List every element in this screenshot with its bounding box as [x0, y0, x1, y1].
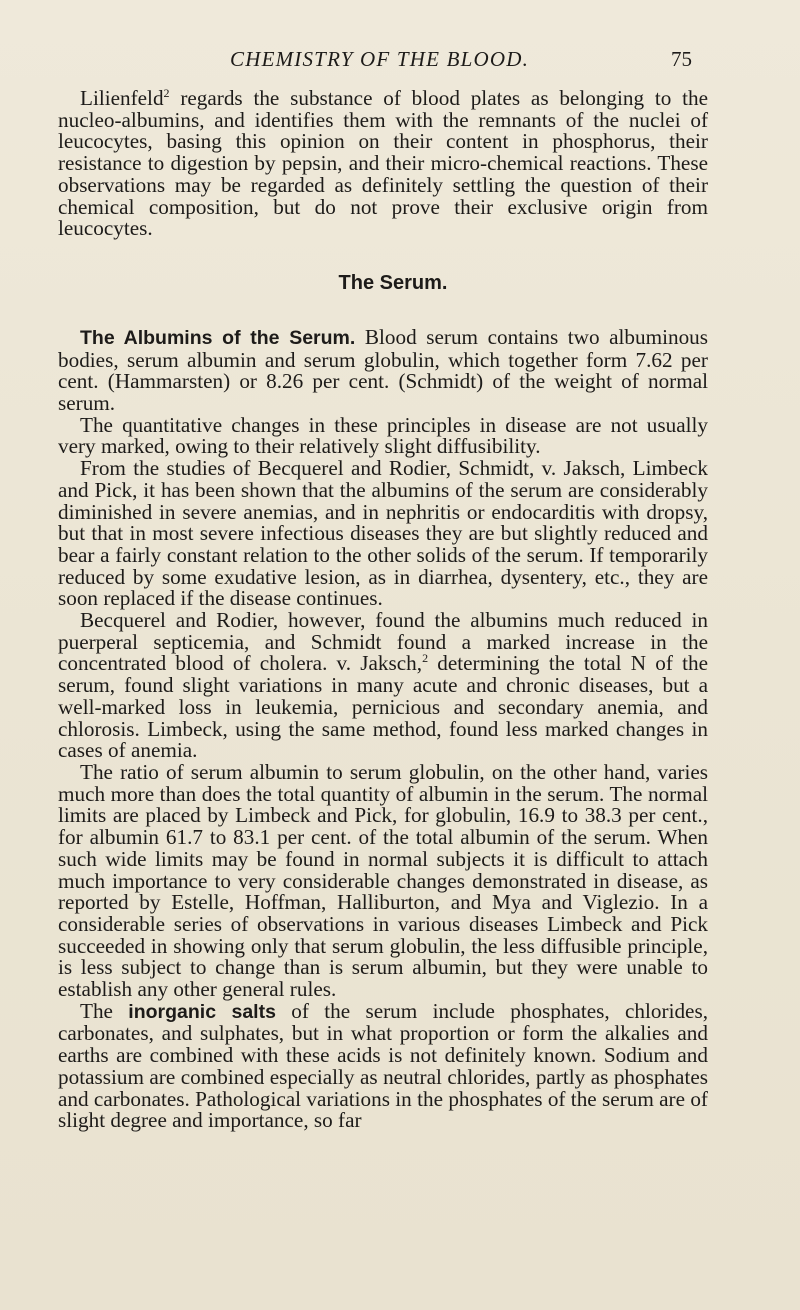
paragraph-text-continued: determining the total N of the serum, found slight variations in many acute and chronic diseases, but a well-marked loss in leukemia, pernicious and secondary anemia, and chlorosis. Limbeck, using the same method, found less marked changes in cases of anemia.: [58, 651, 708, 763]
page-number: 75: [671, 47, 692, 71]
paragraph-text: The ratio of serum albumin to serum globulin, on the other hand, varies much more than does the total quantity of albumin in the serum. The normal limits are placed by Limbeck and Pick, for globulin, 16.9 to 38.3 per cent., for albumin 61.7 to 83.1 per cent. of the total albumin of the serum. When such wide limits may be found in normal subjects it is difficult to attach much importance to very considerable changes demonstrated in disease, as reported by Estelle, Hoffman, Halliburton, and Mya and Viglezio. In a considerable series of observations in various diseases Limbeck and Pick succeeded in showing only that serum globulin, the less diffusible principle, is less subject to change than is serum albumin, but they were unable to establish any other general rules.: [58, 759, 708, 1002]
paragraph-text: The quantitative changes in these principles in disease are not usually very marked, owing to their relatively slight diffusibility.: [58, 412, 708, 459]
running-head: [0, 47, 800, 77]
paragraph-ratio: [58, 759, 708, 1002]
paragraph-text: From the studies of Becquerel and Rodier, Schmidt, v. Jaksch, Limbeck and Pick, it has been shown that the albumins of the serum are considerably diminished in severe anemias, and in nephritis or endocarditis with dropsy, but that in most severe infectious diseases they are but slightly reduced and bear a fairly constant relation to the other solids of the serum. If temporarily reduced by some exudative lesion, as in diarrhea, dysentery, etc., they are soon replaced if the disease continues.: [58, 456, 708, 611]
paragraph-text: regards the substance of blood plates as belonging to the nucleo-albumins, and identifies them with the remnants of the nuclei of leucocytes, basing this opinion on their content in phosphorus, their resistance to digestion by pepsin, and their micro-chemical reactions. These observations may be regarded as definitely settling the question of their chemical composition, but do not prove their exclusive origin from leucocytes.: [58, 86, 708, 241]
paragraph-albumins: [58, 324, 708, 416]
footnote-marker: 2: [422, 651, 429, 666]
paragraph-inorganic-salts: [58, 998, 708, 1133]
paragraph-lead: The: [80, 998, 129, 1023]
paragraph-lead: Lilienfeld: [80, 86, 164, 110]
paragraph-quantitative: [58, 412, 708, 459]
paragraph-text: Blood serum contains two albuminous bodies, serum albumin and serum globulin, which together form 7.62 per cent. (Hammarsten) or 8.26 per cent. (Schmidt) of the weight of normal serum.: [58, 324, 708, 416]
paragraph-becquerel: [58, 610, 708, 762]
run-in-heading: The Albumins of the Serum.: [80, 326, 356, 349]
body-text: [58, 85, 708, 1133]
footnote-marker: 2: [163, 85, 170, 100]
paragraph-text: Becquerel and Rodier, however, found the albumins much reduced in puerperal septicemia, and Schmidt found a marked increase in the concentrated blood of cholera. v. Jaksch,: [58, 608, 708, 676]
paragraph-lilienfeld: [58, 85, 708, 241]
section-heading: The Serum.: [338, 271, 448, 294]
run-in-heading: inorganic salts: [128, 1000, 276, 1023]
paragraph-text: of the serum include phosphates, chlorides, carbonates, and sulphates, but in what proportion or form the alkalies and earths are combined with these acids is not definitely known. Sodium and potassium are combined especially as neutral chlorides, partly as phosphates and carbonates. Pathological variations in the phosphates of the serum are of slight degree and importance, so far: [58, 998, 708, 1133]
paragraph-studies: [58, 458, 708, 610]
running-title: CHEMISTRY OF THE BLOOD.: [230, 47, 530, 71]
